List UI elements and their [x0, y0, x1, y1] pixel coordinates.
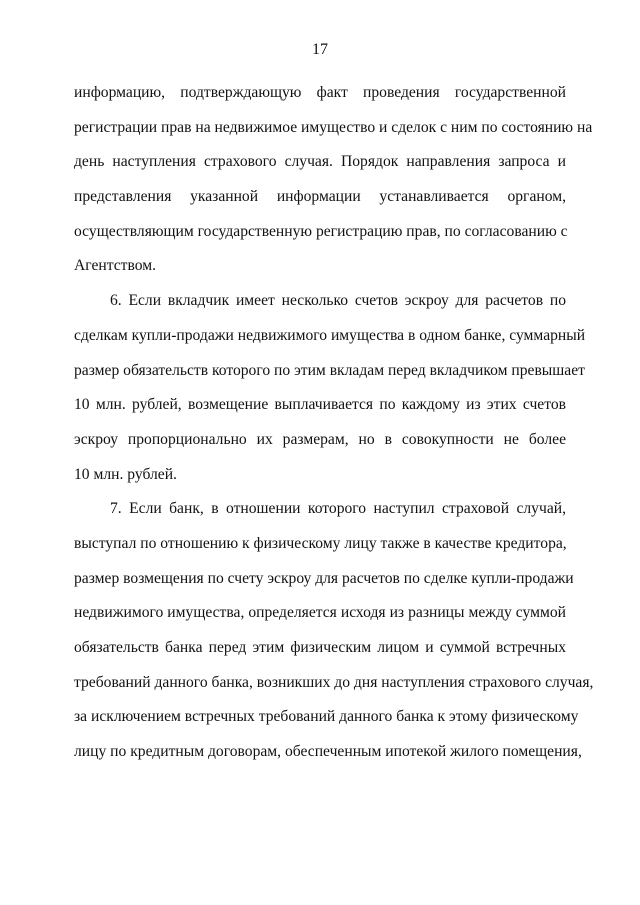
text-line: 10 млн. рублей, возмещение выплачивается по каждому из этих счетов [74, 396, 566, 414]
text-line: эскроу пропорционально их размерам, но в совокупности не более [74, 430, 566, 448]
text-line: представления указанной информации устанавливается органом, [74, 188, 566, 206]
text-line: 7. Если банк, в отношении которого наступил страховой случай, [110, 500, 566, 518]
text-line: 6. Если вкладчик имеет несколько счетов эскроу для расчетов по [110, 292, 566, 310]
text-line: информацию, подтверждающую факт проведения государственной [74, 84, 566, 101]
text-line: Агентством. [74, 257, 156, 275]
document-body [74, 83, 594, 777]
text-line: сделкам купли-продажи недвижимого имущества в одном банке, суммарный [74, 326, 586, 344]
text-line: выступал по отношению к физическому лицу также в качестве кредитора, [74, 534, 567, 552]
text-line: требований данного банка, возникших до дня наступления страхового случая, [74, 673, 594, 691]
paragraph-continued [74, 83, 593, 291]
page-number: 17 [312, 41, 328, 58]
text-line: за исключением встречных требований данного банка к этому физическому [74, 708, 579, 726]
text-line: недвижимого имущества, определяется исходя из разницы между суммой [74, 604, 566, 622]
text-line: обязательств банка перед этим физическим лицом и суммой встречных [74, 639, 566, 656]
text-line: регистрации прав на недвижимое имущество и сделок с ним по состоянию на [74, 118, 593, 136]
text-line: осуществляющим государственную регистрацию прав, по согласованию с [74, 222, 568, 240]
text-line: день наступления страхового случая. Порядок направления запроса и [74, 153, 566, 171]
paragraph-item-6 [74, 291, 586, 499]
text-line: лицу по кредитным договорам, обеспеченным ипотекой жилого помещения, [74, 743, 582, 761]
text-line: размер обязательств которого по этим вкладам перед вкладчиком превышает [74, 361, 585, 379]
text-line: 10 млн. рублей. [74, 465, 177, 483]
paragraph-item-7 [74, 499, 594, 777]
text-line: размер возмещения по счету эскроу для расчетов по сделке купли-продажи [74, 569, 574, 587]
